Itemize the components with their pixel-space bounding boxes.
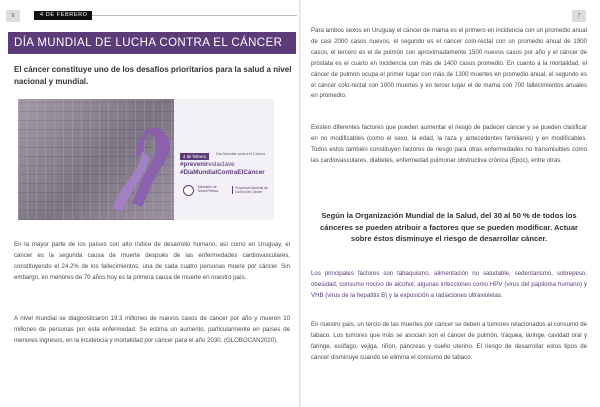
ministry-logo-text: Ministerio de Salud Pública [198, 185, 219, 193]
hashtag-suffix: eslaclave [208, 161, 235, 168]
body-paragraph: A nivel mundial se diagnosticaron 19.3 millones de nuevos casos de cáncer por año y mueren 10 millones de personas por esta enfermedad. Se estima un aumento, particularmente en países de menores ingresos, en la incidencia y mortalidad por cáncer para el año 2030. (GLOBOCAN2020). [14, 315, 290, 344]
poster-date-tag: 4 de febrero [180, 153, 209, 160]
hashtag-prefix: #prevenir [180, 161, 209, 168]
article-lead: El cáncer constituye uno de los desafíos prioritarios para la salud a nivel nacional y mundial. [14, 65, 292, 86]
header-rule [92, 15, 297, 16]
ministry-seal-icon [183, 185, 194, 196]
body-paragraph: Para ambos sexos en Uruguay el cáncer de mama es el primero en incidencia con un promedio anual de casi 2000 casos nuevos, el segundo es el cáncer colo-rectal con un promedio anual de 1900 casos, el tercero es el de pulmón con aproximadamente 1500 nuevos casos por año y el cáncer de próstata es el cuarto en incidencia con más de 1400 casos promedio. En cuanto a la mortalidad, el cáncer de pulmón ocupa el primer lugar con más de 1300 muertes en promedio anual, el segundo es el cáncer colo-rectal con 1000 muertes y en tercer lugar el de mama con 700 fallecimientos anuales en promedio. [311, 27, 587, 100]
page-gutter [299, 0, 301, 407]
risk-factors-paragraph: Los principales factores son tabaquismo, alimentación no saludable, sedentarismo, sobrepeso, obesidad, consumo nocivo de alcohol, algunas infecciones como HPV (virus del papiloma humano) y VHB (virus de la hepatitis B) y la exposición a radiaciones ultravioletas. [311, 270, 587, 299]
poster-hashtag-dia-mundial: #DíaMundialContraElCáncer [180, 169, 265, 176]
date-banner: 4 DE FEBRERO [34, 11, 92, 20]
program-logo-text: Programa Nacional de Control del Cáncer [232, 186, 268, 194]
right-page-number: 7 [572, 10, 586, 22]
poster-date-subtitle: Día Mundial contra el Cáncer [216, 152, 266, 156]
article-title: DÍA MUNDIAL DE LUCHA CONTRA EL CÁNCER [8, 32, 296, 54]
left-page-header [0, 10, 297, 22]
pull-quote: Según la Organización Mundial de la Salud, del 30 al 50 % de todos los cánceres se pueden atribuir a factores que se pueden modificar. Actuar sobre éstos disminuye el riesgo de desarrollar cáncer. [320, 211, 578, 243]
poster-hashtag-prevenir [180, 161, 235, 168]
left-page-number: 6 [6, 10, 20, 22]
right-page-header [556, 10, 600, 22]
body-paragraph: Existen diferentes factores que pueden aumentar el riesgo de padecer cáncer y se pueden clasificar en no modificables (como el sexo, la edad, la raza y antecedentes familiares) y en modificables. Todos estos también constituyen factores de riesgo para otras enfermedades no transmisibles como las cardiovasculares, diabetes, enfermedad pulmonar obstructiva crónica (Epoc), entre otras. [311, 124, 587, 164]
campaign-poster [18, 99, 274, 220]
body-paragraph: En nuestro país, un tercio de las muertes por cáncer se deben a tumores relacionados al consumo de tabaco. Los tumores que más se asocian son el cáncer de pulmón, tráquea, laringe, cavidad oral y faringe, esófago, vejiga, riñón, páncreas y cuello uterino. El riesgo de desarrollar estos tipos de cáncer disminuye cuando se elimina el consumo de tabaco. [311, 321, 587, 361]
body-paragraph: En la mayor parte de los países con alto índice de desarrollo humano, así como en Uruguay, el cáncer es la segunda causa de muerte después de las enfermedades cardiovasculares, constituyendo el 24.2% de los fallecimientos; una de cada cuatro personas muere por cáncer. Sin embargo, en menores de 70 años hoy es la primera causa de muerte en nuestro país. [14, 241, 290, 281]
